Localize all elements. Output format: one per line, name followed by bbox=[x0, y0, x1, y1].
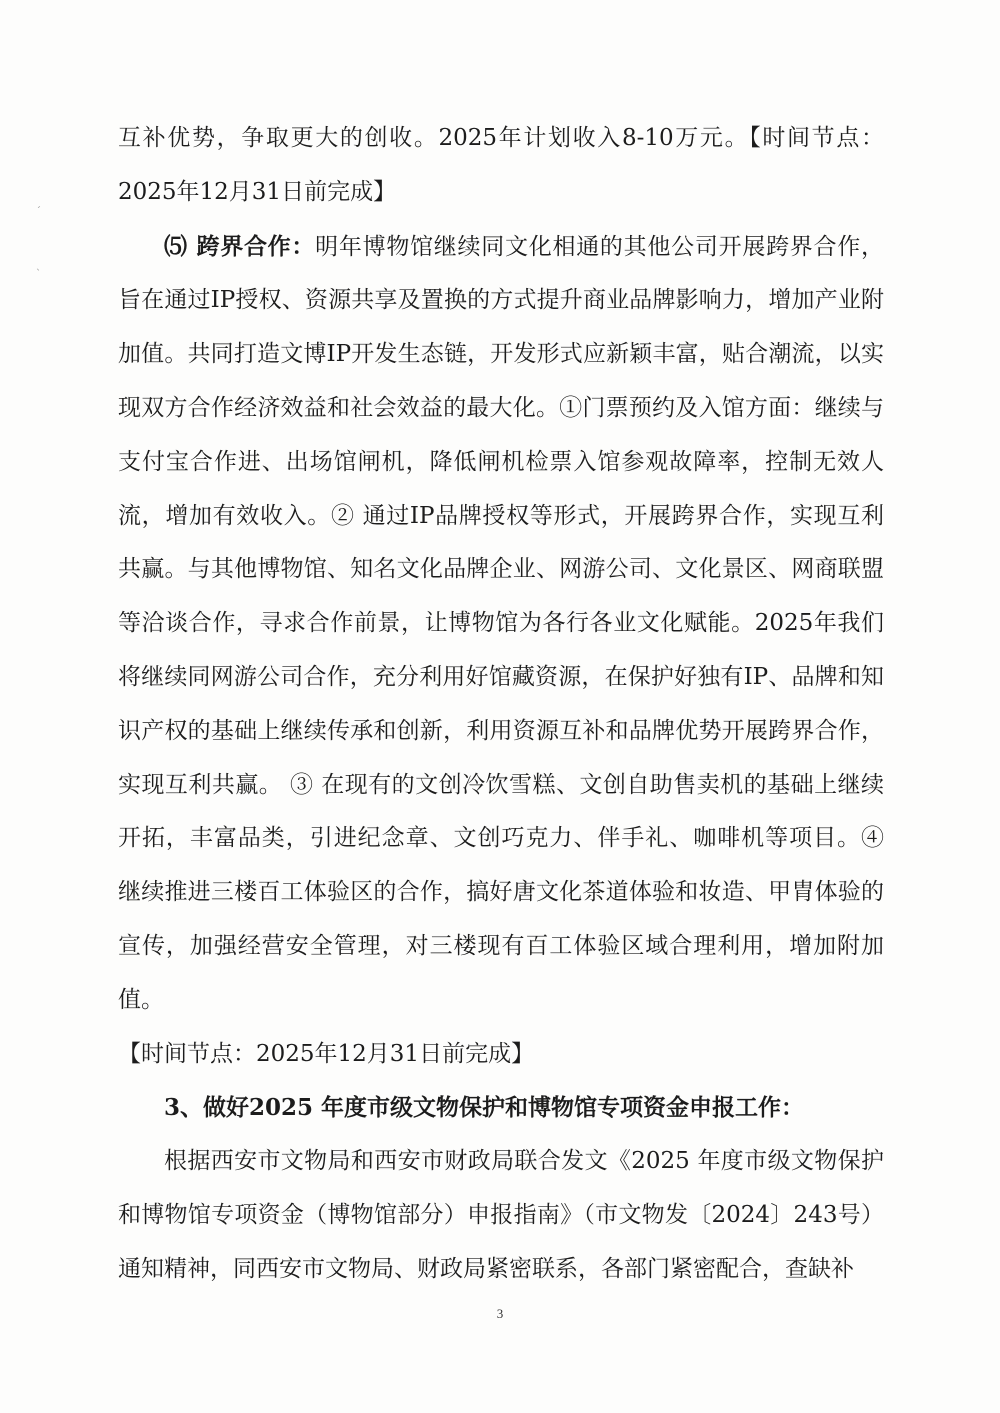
section-heading: 3、做好2025 年度市级文物保护和博物馆专项资金申报工作： bbox=[164, 1094, 805, 1122]
item-body: 明年博物馆继续同文化相通的其他公司开展跨界合作，旨在通过IP授权、资源共享及置换的方式提升商业品牌影响力，增加产业附加值。共同打造文博IP开发生态链，开发形式应新颖丰富，贴合潮流，以实现双方合作经济效益和社会效益的最大化。①门票预约及入馆方面：继续与支付宝合作进、出场馆闸机，降低闸机检票入馆参观故障率，控制无效人流，增加有效收入。② 通过IP品牌授权等形式，开展跨界合作，实现互利共赢。与其他博物馆、知名文化品牌企业、网游公司、文化景区、网商联盟等洽谈合作，寻求合作前景，让博物馆为各行各业文化赋能。2025年我们将继续同网游公司合作，充分利用好馆藏资源，在保护好独有IP、品牌和知识产权的基础上继续传承和创新，利用资源互补和品牌优势开展跨界合作，实现互利共赢。 ③ 在现有的文创冷饮雪糕、文创自助售卖机的基础上继续开拓，丰富品类，引进纪念章、文创巧克力、伴手礼、咖啡机等项目。④ 继续推进三楼百工体验区的合作，搞好唐文化茶道体验和妆造、甲胄体验的宣传，加强经营安全管理，对三楼现有百工体验区域合理利用，增加附加值。 bbox=[118, 233, 884, 1013]
body-text bbox=[118, 112, 884, 1297]
time-node-note: 【时间节点：2025年12月31日前完成】 bbox=[118, 1040, 535, 1067]
paragraph-cross-border-cooperation bbox=[118, 220, 884, 1028]
paragraph-application: 根据西安市文物局和西安市财政局联合发文《2025 年度市级文物保护和博物馆专项资金（博物馆部分）申报指南》（市文物发〔2024〕243号）通知精神，同西安市文物局、财政局紧密联系，各部门紧密配合，查缺补 bbox=[118, 1148, 884, 1282]
page-number: 3 bbox=[496, 1306, 504, 1321]
scan-speck-mark: ˊ bbox=[36, 206, 41, 217]
scan-speck-mark: ˎ bbox=[36, 260, 41, 271]
item-label: ⑸ 跨界合作： bbox=[164, 232, 316, 260]
paragraph-continued: 互补优势，争取更大的创收。2025年计划收入8-10万元。【时间节点：2025年12月31日前完成】 bbox=[118, 125, 884, 205]
